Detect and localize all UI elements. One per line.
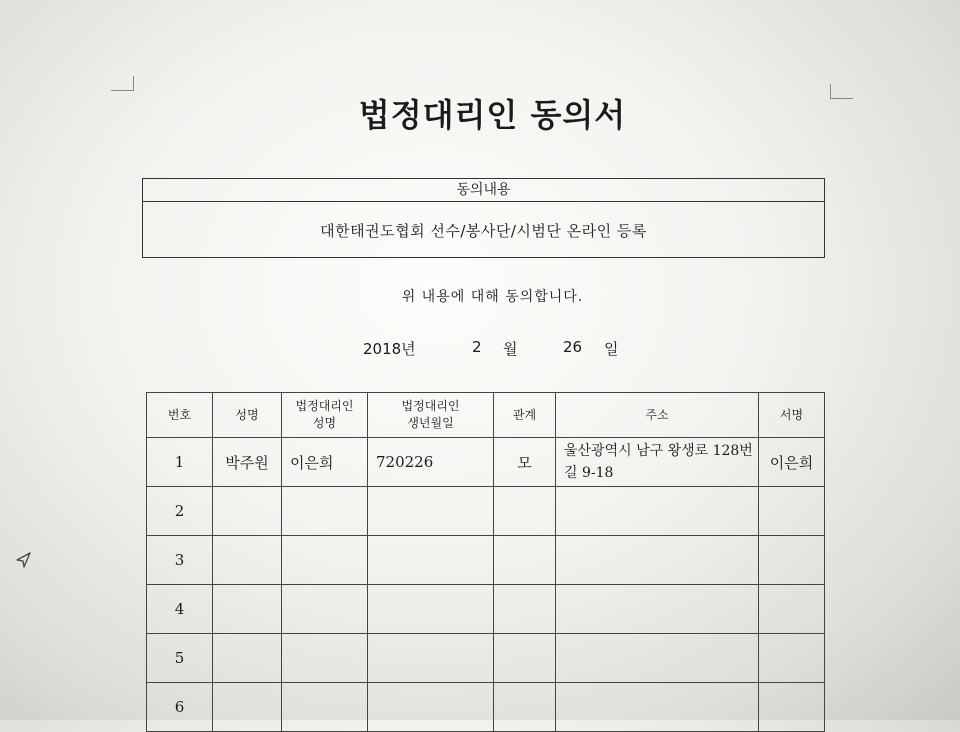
cell-guardian-birth	[368, 536, 494, 585]
cell-guardian-name	[282, 634, 368, 683]
cell-address	[556, 536, 759, 585]
cell-guardian-name: 이은희	[282, 438, 368, 487]
table-row	[147, 683, 825, 732]
mouse-pointer-icon	[14, 550, 34, 574]
table-row	[147, 438, 825, 487]
cell-address: 울산광역시 남구 왕생로 128번길 9-18	[556, 438, 759, 487]
table-row	[147, 487, 825, 536]
cell-guardian-name	[282, 487, 368, 536]
cell-guardian-birth	[368, 683, 494, 732]
cell-relation	[494, 536, 556, 585]
header-relation: 관계	[494, 393, 556, 438]
date-month: 2	[472, 338, 482, 356]
cell-number: 2	[147, 487, 213, 536]
header-address: 주소	[556, 393, 759, 438]
cell-name	[213, 634, 282, 683]
cell-name	[213, 683, 282, 732]
cell-relation	[494, 683, 556, 732]
cell-number: 4	[147, 585, 213, 634]
cell-name	[213, 487, 282, 536]
cell-number: 5	[147, 634, 213, 683]
cell-relation: 모	[494, 438, 556, 487]
cell-name: 박주원	[213, 438, 282, 487]
table-header-row	[147, 393, 825, 438]
cell-name	[213, 585, 282, 634]
document-title: 법정대리인 동의서	[358, 96, 627, 134]
cell-address	[556, 634, 759, 683]
cell-guardian-birth	[368, 487, 494, 536]
cell-address	[556, 487, 759, 536]
cell-signature	[759, 536, 825, 585]
cell-relation	[494, 585, 556, 634]
cell-signature	[759, 683, 825, 732]
cell-number: 3	[147, 536, 213, 585]
date-day-unit: 일	[604, 340, 619, 358]
header-guardian-name: 법정대리인 성명	[282, 393, 368, 438]
cell-guardian-name	[282, 585, 368, 634]
cell-address	[556, 683, 759, 732]
date-year: 2018년	[363, 340, 416, 358]
cell-guardian-birth	[368, 585, 494, 634]
cell-guardian-birth	[368, 634, 494, 683]
cell-relation	[494, 487, 556, 536]
cell-guardian-birth: 720226	[368, 438, 494, 487]
header-number: 번호	[147, 393, 213, 438]
table-row	[147, 536, 825, 585]
guardian-table	[146, 392, 825, 732]
header-signature: 서명	[759, 393, 825, 438]
cell-number: 1	[147, 438, 213, 487]
consent-header: 동의내용	[143, 179, 824, 202]
header-guardian-birth: 법정대리인 생년월일	[368, 393, 494, 438]
cell-signature	[759, 487, 825, 536]
cell-name	[213, 536, 282, 585]
header-name: 성명	[213, 393, 282, 438]
crop-mark-top-left	[111, 76, 134, 91]
agreement-statement: 위 내용에 대해 동의합니다.	[401, 289, 584, 305]
cell-address	[556, 585, 759, 634]
cell-signature: 이은희	[759, 438, 825, 487]
consent-box	[142, 178, 825, 258]
table-row	[147, 585, 825, 634]
cell-guardian-name	[282, 536, 368, 585]
cell-signature	[759, 634, 825, 683]
cell-signature	[759, 585, 825, 634]
cell-relation	[494, 634, 556, 683]
cell-number: 6	[147, 683, 213, 732]
date-month-unit: 월	[503, 340, 518, 358]
cell-guardian-name	[282, 683, 368, 732]
consent-text: 대한태권도협회 선수/봉사단/시범단 온라인 등록	[320, 221, 647, 240]
table-row	[147, 634, 825, 683]
date-day: 26	[563, 338, 583, 356]
